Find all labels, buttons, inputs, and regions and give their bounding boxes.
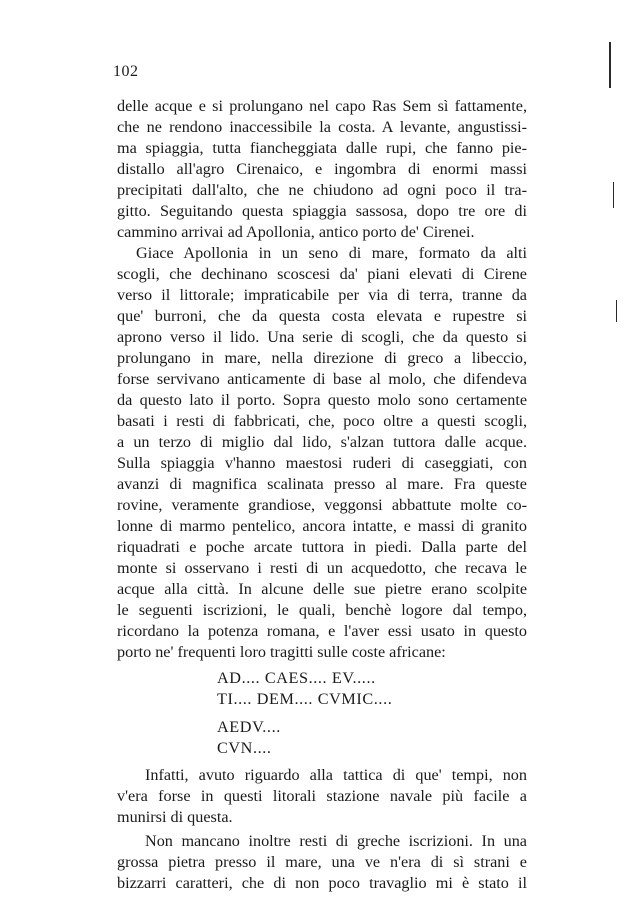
text-line: grossa pietra presso il mare, una ve n'era di sì strani e: [117, 853, 527, 871]
inscription-line: CVN....: [217, 739, 272, 757]
text-line: avanzi di magnifica scalinata presso al mare. Fra queste: [117, 475, 527, 493]
page-number: 102: [113, 63, 139, 80]
inscription-line: TI.... DEM.... CVMIC....: [217, 690, 393, 708]
text-line: Giace Apollonia in un seno di mare, formato da alti: [136, 244, 527, 262]
text-line: porto ne' frequenti loro tragitti sulle coste africane:: [117, 643, 446, 661]
text-line: que' burroni, che da questa costa elevata e rupestre si: [117, 307, 527, 325]
text-line: Infatti, avuto riguardo alla tattica di que' tempi, non: [145, 766, 527, 784]
text-line: prolungano in mare, nella direzione di greco a libeccio,: [117, 349, 527, 367]
text-line: basati i resti di fabbricati, che, poco oltre a questi scogli,: [117, 412, 527, 430]
text-line: cammino arrivai ad Apollonia, antico porto de' Cirenei.: [117, 223, 475, 241]
text-line: a un terzo di miglio dal lido, s'alzan tuttora dalle acque.: [117, 433, 527, 451]
text-line: verso il littorale; impraticabile per via di terra, tranne da: [117, 286, 527, 304]
text-line: le seguenti iscrizioni, le quali, benchè logore dal tempo,: [117, 601, 527, 619]
text-line: forse servivano anticamente di base al molo, che difendeva: [117, 370, 527, 388]
text-line: da questo lato il porto. Sopra questo molo sono certamente: [117, 391, 527, 409]
text-line: riquadrati e poche arcate tuttora in piedi. Dalla parte del: [117, 538, 527, 556]
text-line: distallo all'agro Cirenaico, e ingombra di enormi massi: [117, 160, 527, 178]
text-line: gitto. Seguitando questa spiaggia sassosa, dopo tre ore di: [117, 202, 527, 220]
text-line: precipitati dall'alto, che ne chiudono ad ogni poco il tra-: [117, 181, 527, 199]
scan-edge-mark: [609, 42, 611, 88]
text-line: acque alla città. In alcune delle sue pietre erano scolpite: [117, 580, 527, 598]
text-line: v'era forse in questi litorali stazione navale più facile a: [117, 787, 527, 805]
text-line: che ne rendono inaccessibile la costa. A levante, angustissi-: [117, 118, 527, 136]
text-line: rovine, veramente grandiose, veggonsi abbattute molte co-: [117, 496, 527, 514]
text-line: lonne di marmo pentelico, ancora intatte, e massi di granito: [117, 517, 527, 535]
text-line: monte si osservano i resti di un acquedotto, che recava le: [117, 559, 527, 577]
inscription-line: AD.... CAES.... EV.....: [217, 669, 376, 687]
text-line: bizzarri caratteri, che di non poco travaglio mi è stato il: [117, 874, 527, 892]
scan-edge-mark: [616, 300, 617, 322]
text-line: aprono verso il lido. Una serie di scogli, che da questo si: [117, 328, 527, 346]
text-line: Non mancano inoltre resti di greche iscrizioni. In una: [145, 832, 527, 850]
text-line: delle acque e si prolungano nel capo Ras Sem sì fattamente,: [117, 97, 527, 115]
text-line: Sulla spiaggia v'hanno maestosi ruderi di caseggiati, con: [117, 454, 527, 472]
scan-edge-mark: [613, 182, 614, 208]
text-line: scogli, che dechinano scoscesi da' piani elevati di Cirene: [117, 265, 527, 283]
text-line: ricordano la potenza romana, e l'aver essi usato in questo: [117, 622, 527, 640]
inscription-line: AEDV....: [217, 718, 281, 736]
text-line: ma spiaggia, tutta fiancheggiata dalle rupi, che fanno pie-: [117, 139, 527, 157]
text-line: munirsi di questa.: [117, 808, 233, 826]
